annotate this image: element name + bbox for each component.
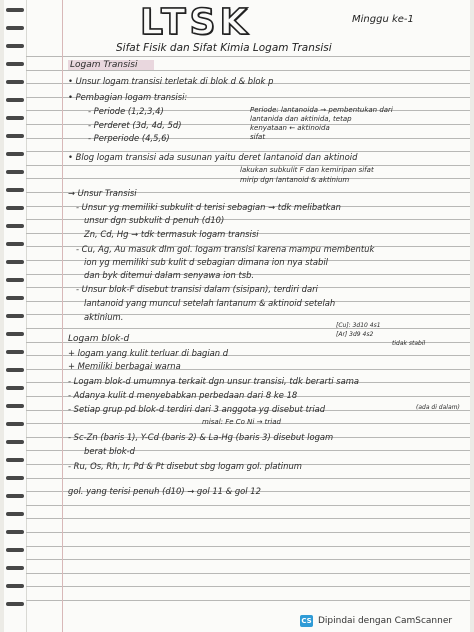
ruled-line — [26, 56, 470, 57]
side-note: (ada di dalam) — [416, 404, 460, 411]
spiral-ring — [6, 494, 24, 498]
spiral-ring — [6, 566, 24, 570]
note-line: dan byk ditemui dalam senyawa ion tsb. — [84, 270, 255, 280]
note-line: - Perderet (3d, 4d, 5d) — [88, 120, 182, 130]
spiral-ring — [6, 584, 24, 588]
note-line: aktinium. — [84, 312, 124, 322]
note-line: - Cu, Ag, Au masuk dlm gol. logam transisi karena mampu membentuk — [76, 244, 375, 254]
ruled-line — [26, 328, 470, 329]
subtitle: Sifat Fisik dan Sifat Kimia Logam Transisi — [116, 42, 332, 54]
spiral-ring — [6, 332, 24, 336]
margin-line — [62, 0, 63, 632]
ruled-line — [26, 546, 470, 547]
note-line: ion yg memiliki sub kulit d sebagian dimana ion nya stabil — [84, 257, 329, 267]
spiral-ring — [6, 62, 24, 66]
spiral-ring — [6, 530, 24, 534]
note-line: - Logam blok-d umumnya terkait dgn unsur transisi, tdk berarti sama — [68, 376, 360, 386]
ruled-line — [26, 518, 470, 519]
note-line: berat blok-d — [84, 446, 135, 456]
notebook-page — [4, 0, 470, 632]
note-line: - Ru, Os, Rh, Ir, Pd & Pt disebut sbg logam gol. platinum — [68, 461, 302, 471]
note-line: - Perperiode (4,5,6) — [88, 133, 170, 143]
spiral-ring — [6, 260, 24, 264]
camscanner-logo: CS — [301, 617, 312, 625]
side-formula: [Cu]: 3d10 4s1 — [336, 322, 381, 329]
note-line: - Periode (1,2,3,4) — [88, 106, 164, 116]
spiral-ring — [6, 458, 24, 462]
note-line: Zn, Cd, Hg → tdk termasuk logam transisi — [84, 229, 259, 239]
section-heading-logam-blok-d: Logam blok-d — [68, 334, 130, 344]
spiral-ring — [6, 296, 24, 300]
spiral-ring — [6, 170, 24, 174]
spiral-ring — [6, 278, 24, 282]
spiral-ring — [6, 152, 24, 156]
scanner-label: Dipindai dengan CamScanner — [318, 616, 453, 626]
note-line: mirip dgn lantanoid & aktinium — [240, 176, 350, 184]
spiral-ring — [6, 224, 24, 228]
note-line: - Unsur blok-F disebut transisi dalam (sisipan), terdiri dari — [76, 284, 318, 294]
ruled-line — [26, 600, 470, 601]
ruled-line — [26, 505, 470, 506]
week-label: Minggu ke-1 — [352, 14, 414, 25]
side-note: sifat — [250, 133, 266, 141]
ruled-line — [26, 478, 470, 479]
spiral-ring — [6, 440, 24, 444]
spiral-ring — [6, 386, 24, 390]
ruled-line — [26, 586, 470, 587]
page-title: LTSK — [140, 2, 252, 43]
spiral-ring — [6, 422, 24, 426]
spiral-ring — [6, 26, 24, 30]
side-note: Periode: lantanoida → pembentukan dari — [250, 106, 393, 114]
ruled-line — [26, 573, 470, 574]
note-line: - Sc-Zn (baris 1), Y-Cd (baris 2) & La-Hg (baris 3) disebut logam — [68, 432, 334, 442]
note-line: + logam yang kulit terluar di bagian d — [68, 348, 229, 358]
spiral-ring — [6, 548, 24, 552]
note-line: - Unsur yg memiliki subkulit d terisi sebagian → tdk melibatkan — [76, 202, 341, 212]
spiral-ring — [6, 242, 24, 246]
spiral-ring — [6, 314, 24, 318]
side-note: kenyataan ← aktinoida — [250, 124, 330, 132]
side-formula: tidak stabil — [392, 340, 426, 347]
spiral-ring — [6, 80, 24, 84]
note-line: + Memiliki berbagai warna — [68, 361, 181, 371]
side-note: lantanida dan aktinida, tetap — [250, 115, 352, 123]
note-line: misal: Fe Co Ni → triad — [202, 418, 281, 426]
note-line: gol. yang terisi penuh (d10) → gol 11 & gol 12 — [68, 486, 261, 496]
spiral-ring — [6, 134, 24, 138]
spiral-ring — [6, 602, 24, 606]
note-line: lakukan subkulit F dan kemiripan sifat — [240, 166, 374, 174]
spiral-ring — [6, 98, 24, 102]
note-line: → Unsur Transisi — [68, 188, 137, 198]
note-line: • Pembagian logam transisi: — [68, 92, 188, 102]
note-line: • Unsur logam transisi terletak di blok d & blok p — [68, 76, 274, 86]
spiral-ring — [6, 8, 24, 12]
ruled-line — [26, 532, 470, 533]
note-line: • Blog logam transisi ada susunan yaitu deret lantanoid dan aktinoid — [68, 152, 358, 162]
spiral-ring — [6, 512, 24, 516]
spiral-ring — [6, 368, 24, 372]
note-line: unsur dgn subkulit d penuh (d10) — [84, 215, 225, 225]
note-line: lantanoid yang muncul setelah lantanum & aktinoid setelah — [84, 298, 336, 308]
spiral-ring — [6, 44, 24, 48]
section-heading-logam-transisi: Logam Transisi — [70, 60, 138, 70]
spiral-ring — [6, 206, 24, 210]
spiral-ring — [6, 188, 24, 192]
spiral-ring — [6, 116, 24, 120]
spiral-ring — [6, 476, 24, 480]
ruled-line — [26, 70, 470, 71]
note-line: - Setiap grup pd blok-d terdiri dari 3 anggota yg disebut triad — [68, 404, 326, 414]
ruled-line — [26, 559, 470, 560]
spiral-binding — [4, 0, 27, 632]
side-formula: [Ar] 3d9 4s2 — [336, 331, 374, 338]
note-line: - Adanya kulit d menyebabkan perbedaan dari 8 ke 18 — [68, 390, 298, 400]
spiral-ring — [6, 404, 24, 408]
scanner-watermark — [300, 614, 452, 628]
spiral-ring — [6, 350, 24, 354]
